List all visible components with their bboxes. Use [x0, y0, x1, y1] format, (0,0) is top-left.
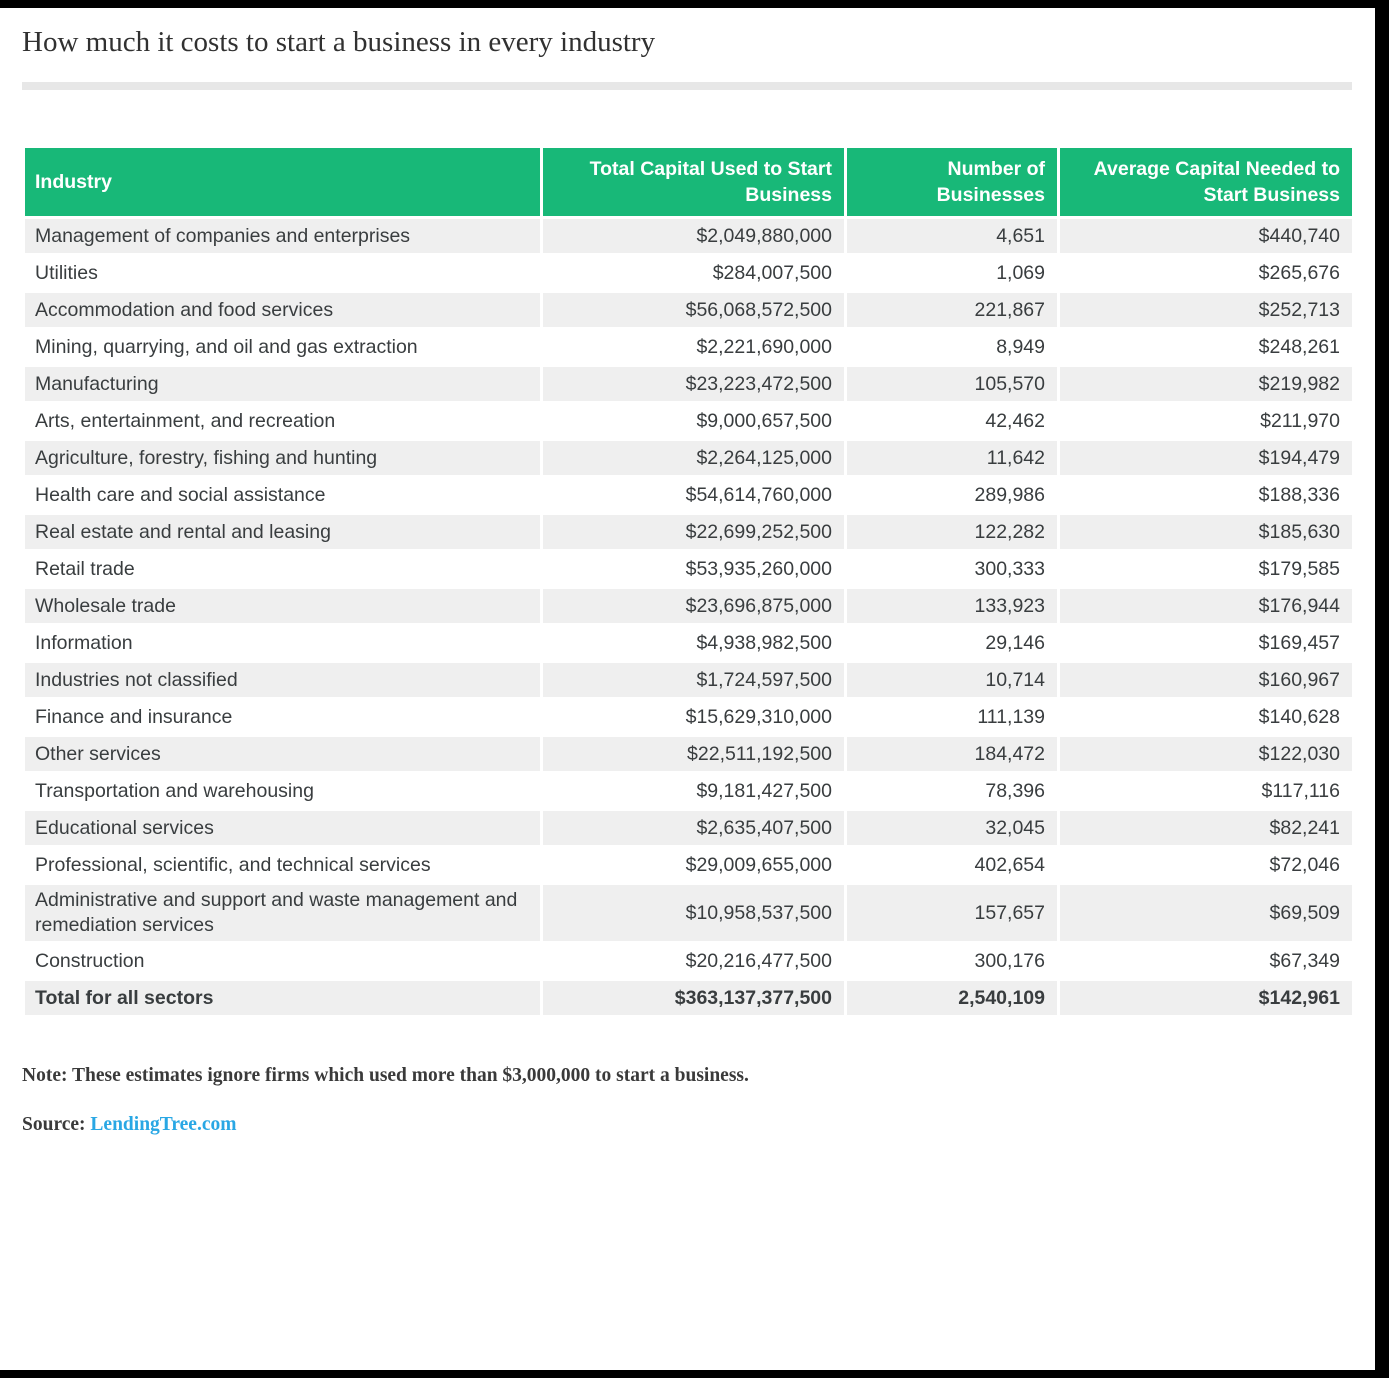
industry-cell: Professional, scientific, and technical services — [24, 847, 542, 884]
industry-cell: Administrative and support and waste management and remediation services — [24, 884, 542, 943]
industry-cell: Information — [24, 625, 542, 662]
note-text: Note: These estimates ignore firms which used more than $3,000,000 to start a business. — [22, 1065, 749, 1086]
frame-border-right — [1375, 0, 1389, 1378]
num-businesses-cell: 11,642 — [846, 440, 1059, 477]
total-capital-cell: $22,511,192,500 — [542, 736, 846, 773]
table-row — [24, 588, 1354, 625]
table-row — [24, 218, 1354, 255]
table-row — [24, 329, 1354, 366]
table-footer — [24, 980, 1354, 1017]
total-capital-cell: $22,699,252,500 — [542, 514, 846, 551]
total-capital-cell: $2,264,125,000 — [542, 440, 846, 477]
num-businesses-cell: 221,867 — [846, 292, 1059, 329]
page-title: How much it costs to start a business in every industry — [22, 26, 656, 58]
avg-capital-cell: $72,046 — [1059, 847, 1354, 884]
industry-cell: Other services — [24, 736, 542, 773]
avg-capital-cell: $176,944 — [1059, 588, 1354, 625]
table-row — [24, 810, 1354, 847]
total-average-cell: $142,961 — [1059, 980, 1354, 1017]
frame-border-bottom — [0, 1370, 1389, 1378]
column-header-number-of-businesses: Number of Businesses — [846, 147, 1059, 218]
table-row — [24, 699, 1354, 736]
avg-capital-cell: $140,628 — [1059, 699, 1354, 736]
num-businesses-cell: 105,570 — [846, 366, 1059, 403]
avg-capital-cell: $211,970 — [1059, 403, 1354, 440]
num-businesses-cell: 157,657 — [846, 884, 1059, 943]
table-row — [24, 625, 1354, 662]
total-capital-cell: $1,724,597,500 — [542, 662, 846, 699]
industry-cell: Wholesale trade — [24, 588, 542, 625]
num-businesses-cell: 300,176 — [846, 943, 1059, 980]
industry-cell: Industries not classified — [24, 662, 542, 699]
table-row — [24, 255, 1354, 292]
total-capital-cell: $53,935,260,000 — [542, 551, 846, 588]
num-businesses-cell: 289,986 — [846, 477, 1059, 514]
avg-capital-cell: $252,713 — [1059, 292, 1354, 329]
table-row — [24, 662, 1354, 699]
num-businesses-cell: 402,654 — [846, 847, 1059, 884]
column-header-industry: Industry — [24, 147, 542, 218]
total-capital-cell: $2,221,690,000 — [542, 329, 846, 366]
industry-cell: Arts, entertainment, and recreation — [24, 403, 542, 440]
table-row — [24, 403, 1354, 440]
num-businesses-cell: 122,282 — [846, 514, 1059, 551]
table-row — [24, 292, 1354, 329]
industry-cell: Accommodation and food services — [24, 292, 542, 329]
num-businesses-cell: 29,146 — [846, 625, 1059, 662]
total-capital-cell: $23,223,472,500 — [542, 366, 846, 403]
total-capital-cell: $284,007,500 — [542, 255, 846, 292]
avg-capital-cell: $122,030 — [1059, 736, 1354, 773]
num-businesses-cell: 10,714 — [846, 662, 1059, 699]
avg-capital-cell: $248,261 — [1059, 329, 1354, 366]
total-capital-cell: $29,009,655,000 — [542, 847, 846, 884]
total-capital-cell: $2,049,880,000 — [542, 218, 846, 255]
table-header-row — [24, 147, 1354, 218]
industry-cost-table — [22, 145, 1355, 1018]
column-header-total-capital: Total Capital Used to Start Business — [542, 147, 846, 218]
table-row — [24, 943, 1354, 980]
table-header — [24, 147, 1354, 218]
industry-cell: Transportation and warehousing — [24, 773, 542, 810]
avg-capital-cell: $169,457 — [1059, 625, 1354, 662]
avg-capital-cell: $188,336 — [1059, 477, 1354, 514]
total-capital-cell: $363,137,377,500 — [542, 980, 846, 1017]
industry-cell: Mining, quarrying, and oil and gas extraction — [24, 329, 542, 366]
total-capital-cell: $15,629,310,000 — [542, 699, 846, 736]
total-capital-cell: $56,068,572,500 — [542, 292, 846, 329]
avg-capital-cell: $69,509 — [1059, 884, 1354, 943]
avg-capital-cell: $219,982 — [1059, 366, 1354, 403]
avg-capital-cell: $67,349 — [1059, 943, 1354, 980]
table-row — [24, 366, 1354, 403]
industry-cell: Real estate and rental and leasing — [24, 514, 542, 551]
frame-border-top — [0, 0, 1389, 8]
table-row — [24, 514, 1354, 551]
industry-cell: Educational services — [24, 810, 542, 847]
table-row — [24, 477, 1354, 514]
total-capital-cell: $10,958,537,500 — [542, 884, 846, 943]
total-businesses-cell: 2,540,109 — [846, 980, 1059, 1017]
total-capital-cell: $54,614,760,000 — [542, 477, 846, 514]
source-line — [22, 1114, 1352, 1136]
num-businesses-cell: 4,651 — [846, 218, 1059, 255]
table-row — [24, 884, 1354, 943]
industry-cell: Manufacturing — [24, 366, 542, 403]
industry-cell: Construction — [24, 943, 542, 980]
industry-cell: Agriculture, forestry, fishing and hunting — [24, 440, 542, 477]
table-body — [24, 218, 1354, 980]
total-capital-cell: $2,635,407,500 — [542, 810, 846, 847]
title-divider — [22, 82, 1352, 90]
num-businesses-cell: 42,462 — [846, 403, 1059, 440]
column-header-average-capital: Average Capital Needed to Start Business — [1059, 147, 1354, 218]
total-label-cell: Total for all sectors — [24, 980, 542, 1017]
source-label: Source: — [22, 1114, 86, 1135]
industry-cell: Management of companies and enterprises — [24, 218, 542, 255]
avg-capital-cell: $117,116 — [1059, 773, 1354, 810]
total-capital-cell: $9,000,657,500 — [542, 403, 846, 440]
table-row — [24, 440, 1354, 477]
total-capital-cell: $4,938,982,500 — [542, 625, 846, 662]
num-businesses-cell: 8,949 — [846, 329, 1059, 366]
total-capital-cell: $9,181,427,500 — [542, 773, 846, 810]
num-businesses-cell: 78,396 — [846, 773, 1059, 810]
avg-capital-cell: $82,241 — [1059, 810, 1354, 847]
avg-capital-cell: $265,676 — [1059, 255, 1354, 292]
industry-cell: Health care and social assistance — [24, 477, 542, 514]
table-total-row — [24, 980, 1354, 1017]
table-row — [24, 847, 1354, 884]
avg-capital-cell: $160,967 — [1059, 662, 1354, 699]
num-businesses-cell: 111,139 — [846, 699, 1059, 736]
avg-capital-cell: $179,585 — [1059, 551, 1354, 588]
source-link[interactable]: LendingTree.com — [90, 1114, 237, 1135]
num-businesses-cell: 32,045 — [846, 810, 1059, 847]
industry-cell: Retail trade — [24, 551, 542, 588]
num-businesses-cell: 133,923 — [846, 588, 1059, 625]
num-businesses-cell: 1,069 — [846, 255, 1059, 292]
infographic — [22, 8, 1352, 1136]
total-capital-cell: $20,216,477,500 — [542, 943, 846, 980]
num-businesses-cell: 300,333 — [846, 551, 1059, 588]
avg-capital-cell: $194,479 — [1059, 440, 1354, 477]
avg-capital-cell: $185,630 — [1059, 514, 1354, 551]
num-businesses-cell: 184,472 — [846, 736, 1059, 773]
avg-capital-cell: $440,740 — [1059, 218, 1354, 255]
total-capital-cell: $23,696,875,000 — [542, 588, 846, 625]
table-row — [24, 736, 1354, 773]
industry-cell: Finance and insurance — [24, 699, 542, 736]
industry-cell: Utilities — [24, 255, 542, 292]
table-row — [24, 773, 1354, 810]
table-row — [24, 551, 1354, 588]
